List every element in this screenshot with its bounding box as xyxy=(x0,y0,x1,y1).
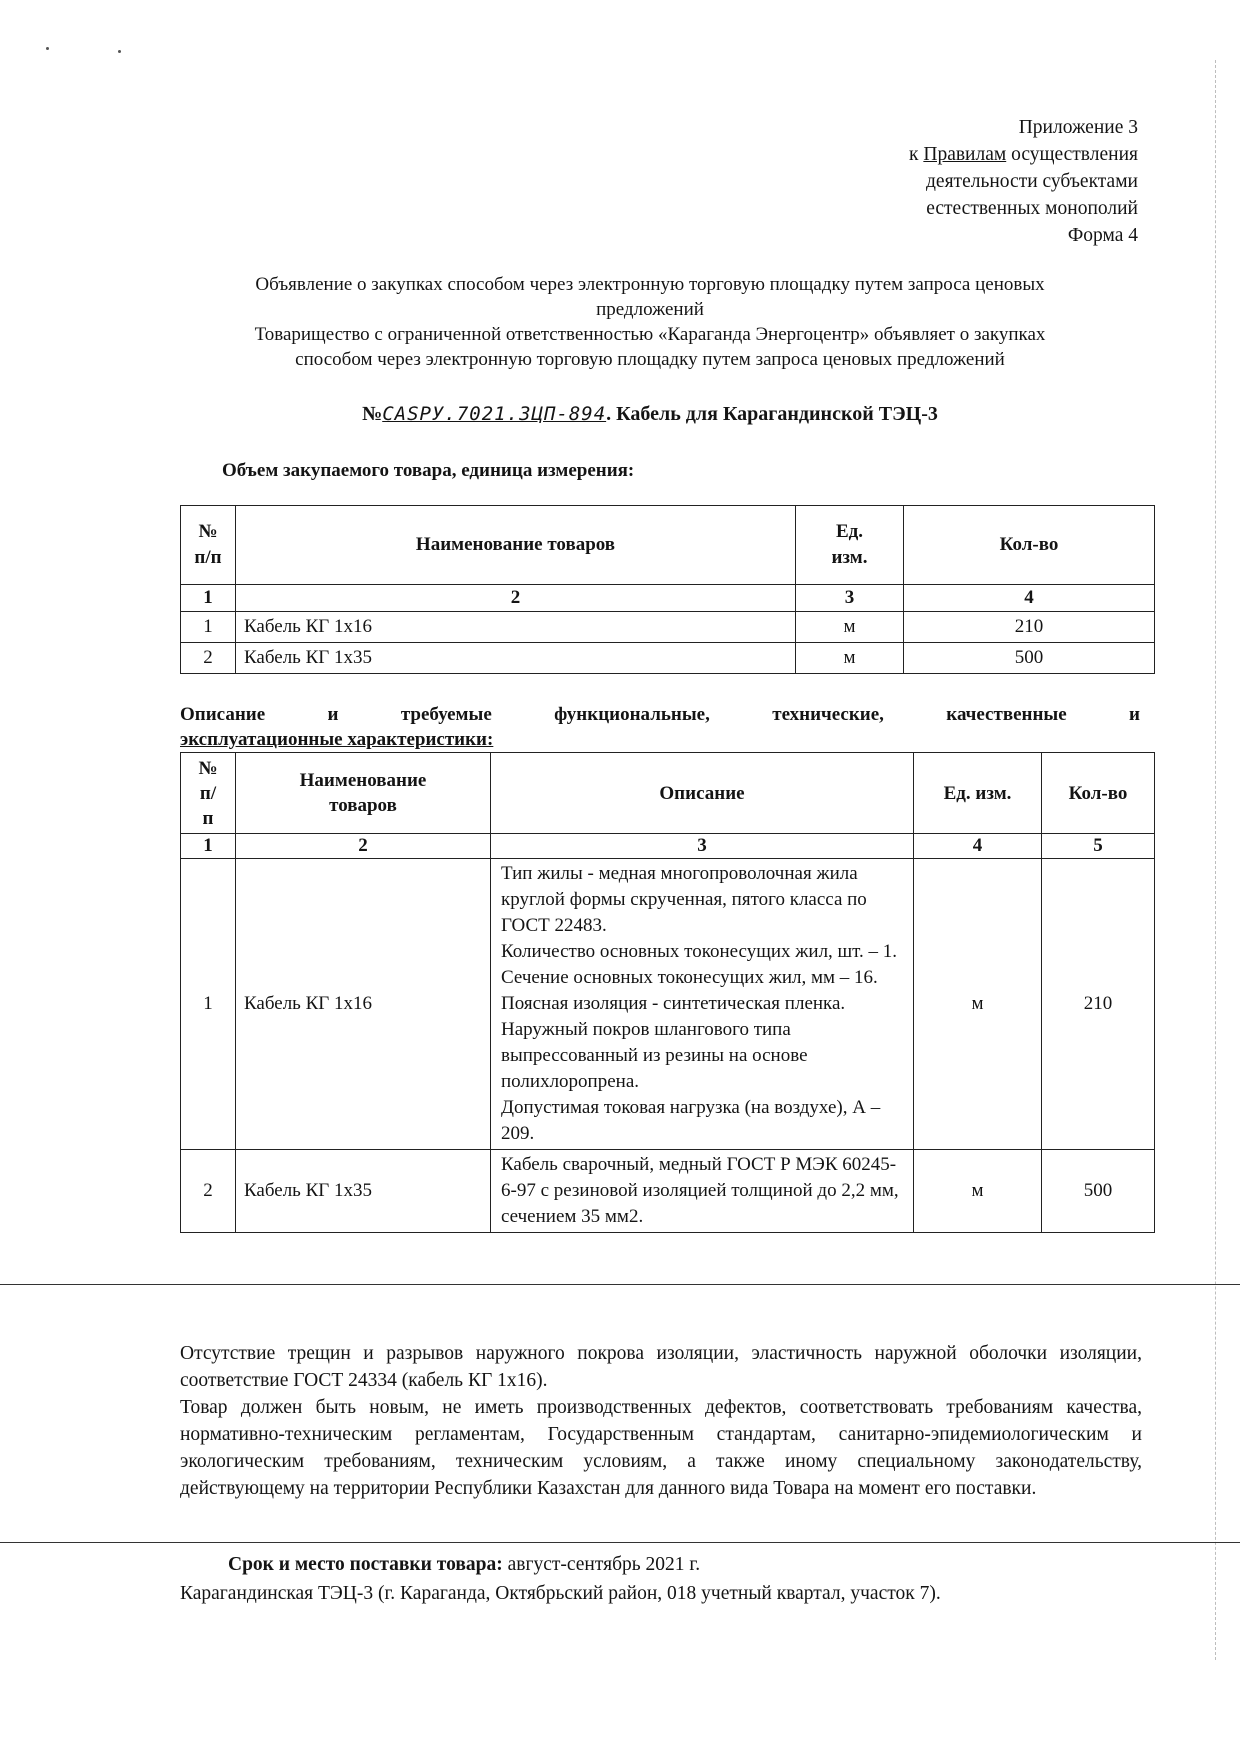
appendix-block xyxy=(760,114,1138,249)
column-number: 4 xyxy=(904,585,1155,612)
row-unit: м xyxy=(796,612,904,643)
description-line: Допустимая токовая нагрузка (на воздухе), А – 209. xyxy=(501,1097,881,1144)
announcement-line: Товарищество с ограниченной ответственностью «Караганда Энергоцентр» объявляет о закупках xyxy=(254,324,1046,345)
spec-table-header xyxy=(181,753,1155,834)
row-description xyxy=(491,859,914,1150)
scan-edge-line xyxy=(1215,60,1216,1660)
row-num: 1 xyxy=(181,859,236,1150)
announcement-line: способом через электронную торговую площадку путем запроса ценовых предложений xyxy=(295,349,1005,370)
handwritten-lot-number: САЅРУ.7021.ЗЦП-894 xyxy=(382,403,607,425)
rules-link: Правилам xyxy=(923,144,1007,165)
lot-title xyxy=(170,400,1130,428)
volume-heading: Объем закупаемого товара, единица измерения: xyxy=(222,460,635,481)
row-description xyxy=(491,1150,914,1233)
delivery-period: август-сентябрь 2021 г. xyxy=(502,1554,701,1575)
row-num: 2 xyxy=(181,1150,236,1233)
description-line: Количество основных токонесущих жил, шт. – 1. xyxy=(501,941,898,962)
row-unit: м xyxy=(796,643,904,674)
appendix-rules-line xyxy=(760,141,1138,168)
row-unit: м xyxy=(914,1150,1042,1233)
requirements-text xyxy=(180,1340,1142,1502)
header-qty: Кол-во xyxy=(1042,753,1155,834)
row-name: Кабель КГ 1х35 xyxy=(236,643,796,674)
description-line: Кабель сварочный, медный ГОСТ Р МЭК 60245-6-97 с резиновой изоляцией толщиной до 2,2 мм, сечением 35 мм2. xyxy=(501,1154,899,1227)
scan-speck xyxy=(118,50,121,53)
appendix-number: Приложение 3 xyxy=(1018,117,1138,138)
lot-prefix: № xyxy=(362,403,383,425)
column-number: 1 xyxy=(181,585,236,612)
delivery-label: Срок и место поставки товара: xyxy=(228,1554,503,1575)
spec-heading-cont: эксплуатационные характеристики: xyxy=(180,729,494,750)
description-line: Поясная изоляция - синтетическая пленка. xyxy=(501,993,846,1014)
header-unit: Ед. изм. xyxy=(796,506,904,585)
column-number: 4 xyxy=(914,834,1042,859)
row-name: Кабель КГ 1х16 xyxy=(236,612,796,643)
table-row xyxy=(181,859,1155,1150)
header-qty: Кол-во xyxy=(904,506,1155,585)
requirements-paragraph: Отсутствие трещин и разрывов наружного покрова изоляции, эластичность наружной оболочки изоляции, соответствие ГОСТ 24334 (кабель КГ 1х16). xyxy=(180,1343,1142,1391)
row-qty: 210 xyxy=(1042,859,1155,1150)
appendix-line4: естественных монополий xyxy=(926,198,1138,219)
spec-table xyxy=(180,752,1155,1233)
header-description: Описание xyxy=(491,753,914,834)
delivery-block xyxy=(180,1550,1140,1608)
header-name: Наименование товаров xyxy=(236,753,491,834)
row-qty: 210 xyxy=(904,612,1155,643)
table-row xyxy=(181,643,1155,674)
delivery-period-line xyxy=(180,1550,1140,1579)
row-name: Кабель КГ 1х16 xyxy=(236,859,491,1150)
column-number: 3 xyxy=(491,834,914,859)
row-qty: 500 xyxy=(904,643,1155,674)
appendix-line3: деятельности субъектами xyxy=(926,171,1138,192)
delivery-place: Карагандинская ТЭЦ-3 (г. Караганда, Октябрьский район, 018 учетный квартал, участок 7). xyxy=(180,1583,941,1604)
announcement-line: предложений xyxy=(596,299,704,320)
description-line: Наружный покров шлангового типа выпрессованный из резины на основе полихлоропрена. xyxy=(501,1019,808,1092)
form-number: Форма 4 xyxy=(1067,225,1138,246)
column-number: 2 xyxy=(236,834,491,859)
scan-fold-line xyxy=(0,1284,1240,1285)
description-line: Сечение основных токонесущих жил, мм – 16. xyxy=(501,967,878,988)
spec-heading: Описание и требуемые функциональные, технические, качественные и xyxy=(180,704,1140,725)
table-row xyxy=(181,612,1155,643)
header-name: Наименование товаров xyxy=(236,506,796,585)
appendix-rest: осуществления xyxy=(1006,144,1138,165)
announcement-line: Объявление о закупках способом через электронную торговую площадку путем запроса ценовых xyxy=(255,274,1045,295)
row-unit: м xyxy=(914,859,1042,1150)
header-num: № п/п xyxy=(181,506,236,585)
announcement xyxy=(170,272,1130,372)
row-name: Кабель КГ 1х35 xyxy=(236,1150,491,1233)
requirements-paragraph: Товар должен быть новым, не иметь производственных дефектов, соответствовать требованиям качества, нормативно-техническим регламентам, Государственным стандартам, санитарно-эпидемиологическим и экологическим требованиям, техническим условиям, а также иному специальному законодательству, действующему на территории Республики Казахстан для данного вида Товара на момент его поставки. xyxy=(180,1397,1142,1499)
scan-speck xyxy=(46,47,49,50)
table-row xyxy=(181,1150,1155,1233)
scan-fold-line xyxy=(0,1542,1240,1543)
column-number: 1 xyxy=(181,834,236,859)
column-number-row xyxy=(181,834,1155,859)
column-number: 3 xyxy=(796,585,904,612)
description-line: Тип жилы - медная многопроволочная жила круглой формы скрученная, пятого класса по ГОСТ 22483. xyxy=(501,863,867,936)
volume-table-header xyxy=(181,506,1155,585)
lot-name: . Кабель для Карагандинской ТЭЦ-3 xyxy=(606,403,938,425)
header-unit: Ед. изм. xyxy=(914,753,1042,834)
column-number: 5 xyxy=(1042,834,1155,859)
appendix-prefix: к xyxy=(909,144,924,165)
volume-table xyxy=(180,505,1155,674)
row-num: 1 xyxy=(181,612,236,643)
row-num: 2 xyxy=(181,643,236,674)
column-number-row xyxy=(181,585,1155,612)
column-number: 2 xyxy=(236,585,796,612)
row-qty: 500 xyxy=(1042,1150,1155,1233)
header-num: № п/ п xyxy=(181,753,236,834)
